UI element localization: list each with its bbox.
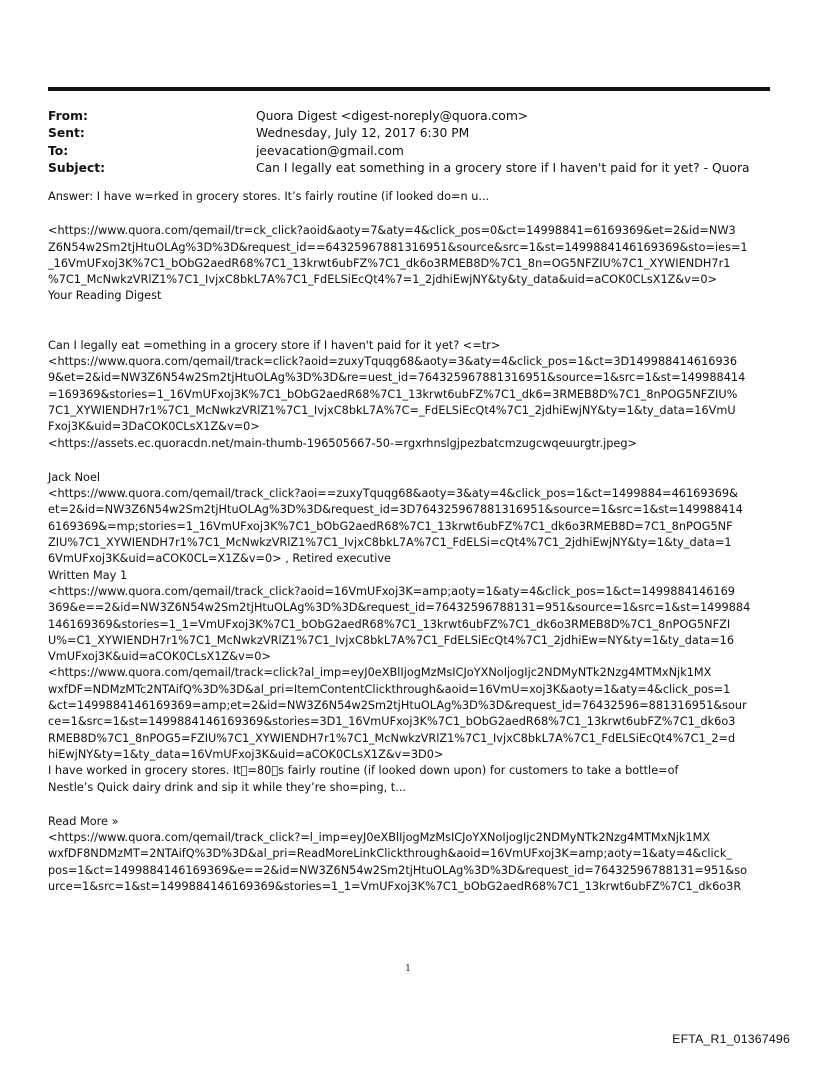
from-label: From: bbox=[48, 109, 88, 123]
tracking-link-3[interactable]: <https://www.quora.com/qemail/track_click?aoi==zuxyTquqg68&aoty=3&aty=4&click_pos=1&ct=1499884=46169369& et=2&id=NW3Z6N54w2Sm2tjHtuOLAg%3D%3D&request_id=3D764325967881316951&source=1&src=1&st=149988414 6169369&=mp;stories=1_16VmUFxoj3K%7C1_bObG2aedR68%7C1_13krwt6ubFZ%7C1_dk6o3RMEB8D=7C1_8nPOG5NF ZIU%7C1_XYWIENDH7r1%7C1_McNwkzVRlZ1%7C1_IvjxC8bkL7A%7C1_FdELSi=cQt4%7C1_2jdhiEwjNY&ty=1&ty_data=1 6VmUFxoj3K&uid=aCOK0CL=X1Z&v=0> , Retired executive bbox=[48, 487, 743, 566]
author-name: Jack Noel bbox=[48, 470, 101, 484]
written-date: Written May 1 bbox=[48, 568, 128, 582]
bates-number: EFTA_R1_01367496 bbox=[672, 1032, 790, 1046]
tracking-link-2[interactable]: <https://www.quora.com/qemail/track=click?aoid=zuxyTquqg68&aoty=3&aty=4&click_pos=1&ct=3D149988414616936 9&et=2&id=NW3Z6N54w2Sm2tjHtuOLAg%3D%3D&re=uest_id=764325967881316951&source=1&src=1&st=149988414 =169369&stories=1_16VmUFxoj3K%7C1_bObG2aedR68%7C1_13krwt6ubFZ%7C1_dk6=3RMEB8D%7C1_8nPOG5NFZIU% 7C1_XYWIENDH7r1%7C1_McNwkzVRlZ1%7C1_IvjxC8bkL7A%7C=_FdELSiEcQt4%7C1_2jdhiEwjNY&ty=1&ty_data=16VmU Fxoj3K&uid=3DaCOK0CLsX1Z&v=0> bbox=[48, 355, 746, 434]
tracking-link-6[interactable]: <https://www.quora.com/qemail/track_click?=l_imp=eyJ0eXBlIjogMzMsICJoYXNoIjogIjc2NDMyNTk2Nzg4MTMxNjk1MX wxfDF8NDMzMT=2NTAifQ%3D%3D&al_pri=ReadMoreLinkClickthrough&aoid=16VmUFxoj3K=amp;aoty=1&aty=4&click_ pos=1&ct=1499884146169369&e==2&id=NW3Z6N54w2Sm2tjHtuOLAg%3D%3D&request_id=76432596788131=951&so urce=1&src=1&st=1499884146169369&stories=1_1=VmUFxoj3K%7C1_bObG2aedR68%7C1_13krwt6ubFZ%7C1_dk6o3R bbox=[48, 831, 748, 893]
sent-row bbox=[48, 125, 778, 142]
image-link[interactable]: <https://assets.ec.quoracdn.net/main-thumb-196505667-50-=rgxrhnslgjpezbatcmzugcwqeuurgtr.jpeg> bbox=[48, 436, 638, 450]
header-rule bbox=[48, 87, 770, 91]
tracking-link-4[interactable]: <https://www.quora.com/qemail/track_click?aoid=16VmUFxoj3K=amp;aoty=1&aty=4&click_pos=1&ct=1499884146169 369&e==2&id=NW3Z6N54w2Sm2tjHtuOLAg%3D%3D&request_id=76432596788131=951&source=1&src=1&st=1499884 146169369&stories=1_1=VmUFxoj3K%7C1_bObG2aedR68%7C1_13krwt6ubFZ%7C1_dk6o3RMEB8D%7C1_8nPOG5NFZI U%=C1_XYWIENDH7r1%7C1_McNwkzVRlZ1%7C1_IvjxC8bkL7A%7C1_FdELSiEcQt4%7C1_2jdhiEw=NY&ty=1&ty_data=16 VmUFxoj3K&uid=aCOK0CLsX1Z&v=0> bbox=[48, 584, 751, 664]
to-row bbox=[48, 143, 778, 160]
tracking-link-1[interactable]: <https://www.quora.com/qemail/tr=ck_click?aoid&aoty=7&aty=4&click_pos=0&ct=14998841=6169369&et=2&id=NW3 Z6N54w2Sm2tjHtuOLAg%3D%3D&request_id==64325967881316951&source&src=1&st=1499884146169369&sto=ies=1 _16VmUFxoj3K%7C1_bObG2aedR68%7C1_13krwt6ubFZ%7C1_dk6o3RMEB8D%7C1_8n=OG5NFZIU%7C1_XYWIENDH7r1 %7C1_McNwkzVRlZ1%7C1_IvjxC8bkL7A%7C1_FdELSiEcQt4%7=1_2jdhiEwjNY&ty&ty_data&uid=aCOK0CLsX1Z&v=0> bbox=[48, 224, 748, 287]
answer-intro: Answer: I have w=rked in grocery stores. It’s fairly routine (if looked do=n u... bbox=[48, 190, 490, 203]
email-body bbox=[48, 189, 776, 895]
from-row bbox=[48, 108, 778, 125]
digest-title: Your Reading Digest bbox=[48, 289, 162, 303]
subject-value: Can I legally eat something in a grocery store if I haven't paid for it yet? - Quora bbox=[256, 161, 750, 176]
sent-label: Sent: bbox=[48, 126, 85, 141]
read-more-link[interactable]: Read More » bbox=[48, 814, 119, 828]
subject-row bbox=[48, 160, 778, 177]
question-line: Can I legally eat =omething in a grocery store if I haven't paid for it yet? <=tr> bbox=[48, 338, 501, 352]
sent-value: Wednesday, July 12, 2017 6:30 PM bbox=[256, 126, 470, 141]
email-headers bbox=[48, 108, 778, 178]
subject-label: Subject: bbox=[48, 161, 106, 176]
from-value: Quora Digest <digest-noreply@quora.com> bbox=[256, 109, 529, 123]
to-label: To: bbox=[48, 143, 69, 158]
to-value: jeevacation@gmail.com bbox=[256, 143, 404, 158]
tracking-link-5[interactable]: <https://www.quora.com/qemail/track=click?al_imp=eyJ0eXBlIjogMzMsICJoYXNoIjogIjc2NDMyNTk2Nzg4MTMxNjk1MX wxfDF=NDMzMTc2NTAifQ%3D%3D&al_pri=ItemContentClickthrough&aoid=16VmU=xoj3K&aoty=1&aty=4&click_pos=1 &ct=1499884146169369=amp;et=2&id=NW3Z6N54w2Sm2tjHtuOLAg%3D%3D&request_id=76432596=881316951&sour ce=1&src=1&st=1499884146169369&stories=3D1_16VmUFxoj3K%7C1_bObG2aedR68%7C1_13krwt6ubFZ%7C1_dk6o3 RMEB8D%7C1_8nPOG5=FZIU%7C1_XYWIENDH7r1%7C1_McNwkzVRlZ1%7C1_IvjxC8bkL7A%7C1_FdELSiEcQt4%7C1_2=d hiEwjNY&ty=1&ty_data=16VmUFxoj3K&uid=aCOK0CLsX1Z&v=3D0> bbox=[48, 666, 747, 761]
page-number: 1 bbox=[405, 964, 411, 974]
answer-excerpt: I have worked in grocery stores. It =80 s fairly routine (if looked down upon) for customers to take a bottle=of Nestle’s Quick dairy drink and sip it while they’re sho=ping, t... bbox=[48, 764, 679, 794]
